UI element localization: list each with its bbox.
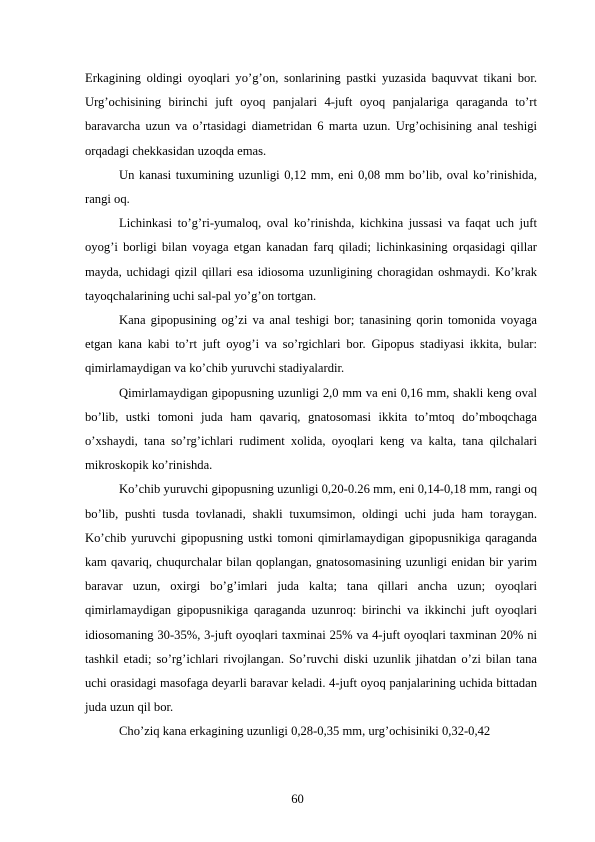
paragraph-egg: Un kanasi tuxumining uzunligi 0,12 mm, eni 0,08 mm bo’lib, oval ko’rinishida, rangi oq. <box>85 167 537 207</box>
paragraph-hypopus: Kana gipopusining og’zi va anal teshigi bor; tanasining qorin tomonida voyaga etgan kana kabi to’rt juft oyog’i va so’rgichlari bor. Gipopus stadiyasi ikkita, bular: qimirlamaydigan va ko’chib yuruvchi stadiyalardir. <box>85 313 537 376</box>
paragraph-male-legs: Erkagining oldingi oyoqlari yo’g’on, sonlarining pastki yuzasida baquvvat tikani bor. Urg’ochisining birinchi juft oyoq panjalari 4-juft oyoq panjalariga qaraganda to’rt baravarcha uzun va o’rtasidagi diametridan 6 marta uzun. Urg’ochisining anal teshigi orqadagi chekkasidan uzoqda emas. <box>85 71 537 158</box>
paragraph-migrating-hypopus: Ko’chib yuruvchi gipopusning uzunligi 0,20-0.26 mm, eni 0,14-0,18 mm, rangi oq bo’lib, pushti tusda tovlanadi, shakli tuxumsimon, oldingi uchi juda ham toraygan. Ko’chib yuruvchi gipopusning ustki tomoni qimirlamaydigan gipopusnikiga qaraganda kam qavariq, chuqurchalar bilan qoplangan, gnatosomasining uzunligi enidan bir yarim baravar uzun, oxirgi bo’g’imlari juda kalta; tana qillari ancha uzun; oyoqlari qimirlamaydigan gipopusnikiga qaraganda uzunroq: birinchi va ikkinchi juft oyoqlari idiosomaning 30-35%, 3-juft oyoqlari taxminai 25% va 4-juft oyoqlari taxminan 20% ni tashkil etadi; so’rg’ichlari rivojlangan. So’ruvchi diski uzunlik jihatdan o’zi bilan tana uchi orasidagi masofaga deyarli baravar keladi. 4-juft oyoq panjalarining uchida bittadan juda uzun qil bor. <box>85 482 537 715</box>
page-number: 60 <box>291 792 304 806</box>
paragraph-immobile-hypopus: Qimirlamaydigan gipopusning uzunligi 2,0 mm va eni 0,16 mm, shakli keng oval bo’lib, ustki tomoni juda ham qavariq, gnatosomasi ikkita to’mtoq do’mboqchaga o’xshaydi, tana so’rg’ichlari rudiment xolida, oyoqlari keng va kalta, tana qilchalari mikroskopik ko’rinishda. <box>85 385 537 473</box>
paragraph-larva: Lichinkasi to’g’ri-yumaloq, oval ko’rinishda, kichkina jussasi va faqat uch juft oyog’i borligi bilan voyaga etgan kanadan farq qiladi; lichinkasining orqasidagi qillar mayda, uchidagi qizil qillari esa idiosoma uzunligining choragidan oshmaydi. Ko’krak tayoqchalarining uchi sal-pal yo’g’on tortgan. <box>85 216 537 303</box>
paragraph-elongated-mite: Cho’ziq kana erkagining uzunligi 0,28-0,35 mm, urg’ochisiniki 0,32-0,42 <box>119 724 491 739</box>
document-body <box>85 66 537 744</box>
